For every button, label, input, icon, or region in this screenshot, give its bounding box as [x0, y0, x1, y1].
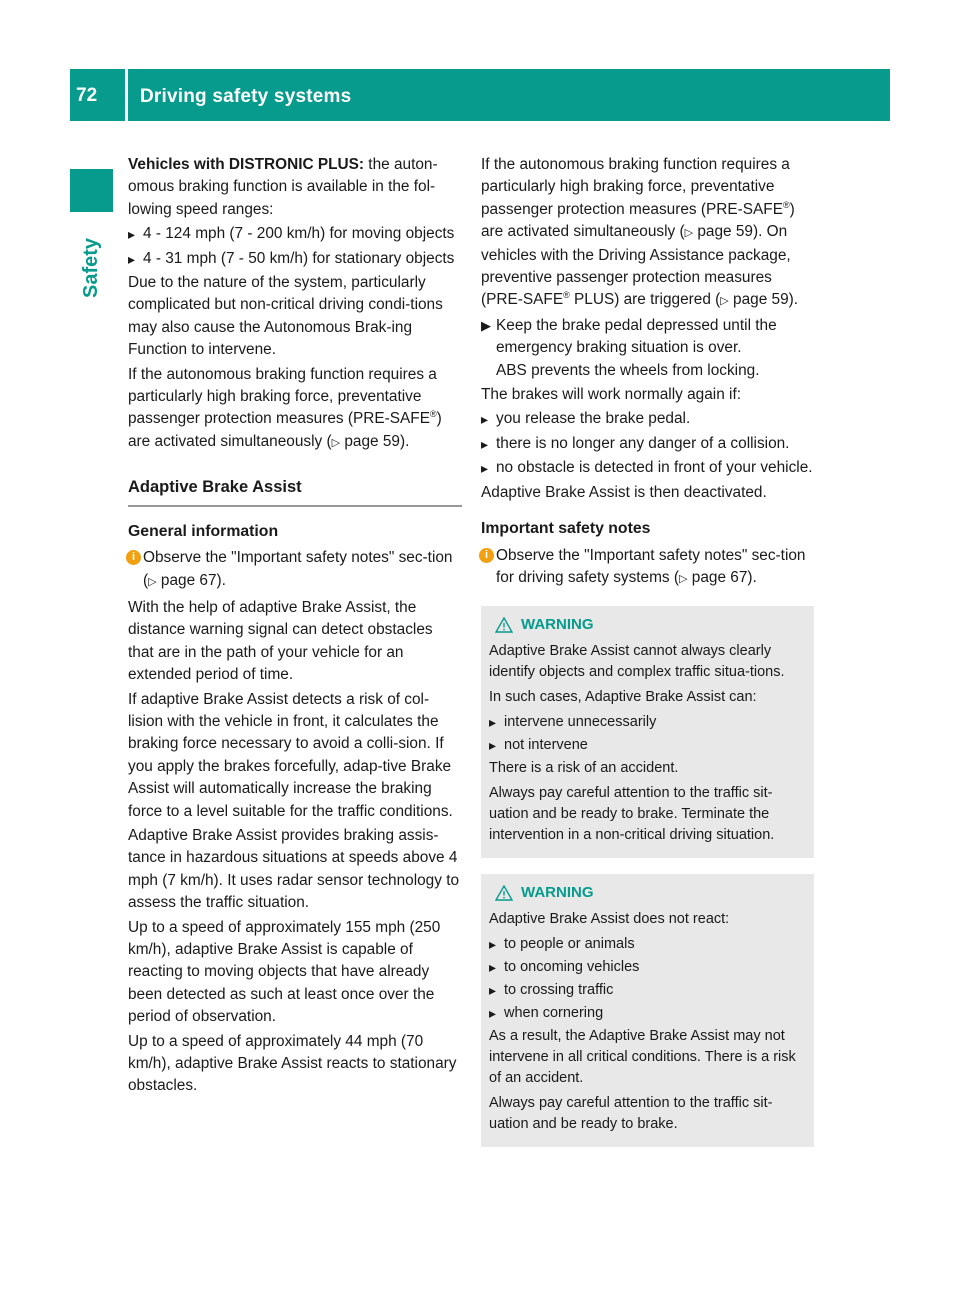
list-item	[489, 980, 804, 1001]
warning-label: WARNING	[521, 616, 594, 634]
paragraph: Always pay careful attention to the traffic sit-uation and be ready to brake. Terminate the intervention in a non-critical driving situation.	[489, 785, 775, 844]
info-note	[481, 545, 814, 591]
bullet-icon: ▸	[489, 1005, 497, 1022]
paragraph: Due to the nature of the system, particularly complicated but non-critical driving condi-tions may also cause the Autonomous Brak-ing Function to intervene.	[128, 274, 443, 359]
list-item	[489, 712, 804, 733]
paragraph: Up to a speed of approximately 44 mph (70 km/h), adaptive Brake Assist reacts to stationary obstacles.	[128, 1032, 457, 1095]
paragraph	[128, 364, 462, 455]
page-number: 72	[76, 85, 98, 106]
warning-triangle-icon	[495, 885, 513, 901]
list-item	[489, 1003, 804, 1024]
info-icon: i	[126, 550, 141, 565]
page-title: Driving safety systems	[140, 86, 352, 107]
section-label: Safety	[80, 237, 102, 298]
bullet-icon: ▸	[489, 714, 497, 731]
range-text: 4 - 31 mph (7 - 50 km/h) for stationary objects	[143, 249, 455, 267]
warning-title	[489, 614, 804, 635]
item-text: not intervene	[504, 737, 588, 754]
text-span: If the autonomous braking function requires a particularly high braking force, preventative passenger protection measures (PRE-SAFE	[481, 156, 790, 218]
intro-text: the auton-omous braking function is available in the fol-lowing speed ranges:	[128, 156, 438, 218]
text-span: Observe the "Important safety notes" sec-tion for driving safety systems (	[496, 546, 806, 586]
paragraph: Adaptive Brake Assist is then deactivated.	[481, 483, 767, 501]
registered-mark: ®	[782, 199, 790, 210]
list-item	[128, 223, 462, 245]
item-text: there is no longer any danger of a collision.	[496, 434, 790, 452]
bullet-icon: ▸	[128, 250, 136, 267]
text-span: If the autonomous braking function requires a particularly high braking force, preventative passenger protection measures (PRE-SAFE	[128, 365, 437, 428]
page-ref-icon: ▷	[679, 572, 688, 585]
bullet-icon: ▸	[481, 460, 489, 477]
intro-bold: Vehicles with DISTRONIC PLUS:	[128, 156, 365, 173]
warning-label: WARNING	[521, 884, 594, 902]
text-span: Observe the "Important safety notes" sec-tion (	[143, 549, 453, 589]
left-column	[128, 154, 462, 1100]
info-note	[128, 547, 462, 593]
text-span: ) are activated simultaneously (	[128, 410, 442, 450]
paragraph: The brakes will work normally again if:	[481, 386, 742, 404]
bullet-icon: ▸	[128, 226, 136, 243]
list-item	[128, 248, 462, 270]
range-text: 4 - 124 mph (7 - 200 km/h) for moving objects	[143, 225, 455, 243]
info-icon: i	[479, 548, 494, 563]
paragraph: As a result, the Adaptive Brake Assist may not intervene in all critical conditions. There is a risk of an accident.	[489, 1028, 796, 1087]
bullet-icon: ▸	[481, 435, 489, 452]
page-ref-icon: ▷	[148, 575, 157, 588]
item-text: no obstacle is detected in front of your vehicle.	[496, 459, 813, 477]
page-ref-icon: ▷	[684, 227, 694, 240]
item-text: to oncoming vehicles	[504, 959, 640, 976]
subsection-heading: Important safety notes	[481, 520, 651, 538]
section-marker	[70, 169, 113, 212]
paragraph: Always pay careful attention to the traffic sit-uation and be ready to brake.	[489, 1095, 773, 1133]
page-ref-link[interactable]: page 59). On vehicles with the Driving Assistance package, preventive passenger protection measures (PRE-SAFE	[481, 223, 791, 309]
intro-paragraph	[128, 154, 462, 221]
right-column	[481, 154, 814, 1147]
page-ref-link[interactable]: page 67).	[156, 571, 226, 589]
subsection-heading: General information	[128, 522, 279, 540]
bullet-icon: ▸	[489, 737, 497, 754]
warning-box	[481, 606, 814, 858]
action-step	[481, 315, 814, 382]
list-item	[481, 457, 814, 479]
paragraph: If adaptive Brake Assist detects a risk of col-lision with the vehicle in front, it calculates the braking force necessary to avoid a colli-sion. If you apply the brakes forcefully, adap-tive Brake Assist will automatically increase the braking force to a level suitable for the traffic conditions.	[128, 690, 453, 820]
item-text: intervene unnecessarily	[504, 714, 657, 731]
paragraph: Adaptive Brake Assist does not react:	[489, 911, 730, 928]
paragraph: There is a risk of an accident.	[489, 760, 679, 777]
warning-box	[481, 874, 814, 1147]
bullet-icon: ▸	[489, 936, 497, 953]
paragraph	[481, 154, 814, 313]
registered-mark: ®	[563, 290, 570, 301]
registered-mark: ®	[429, 409, 437, 420]
item-text: to crossing traffic	[504, 982, 614, 999]
page-ref-link[interactable]: page 59).	[340, 432, 410, 450]
page-ref-link[interactable]: page 59).	[728, 291, 799, 309]
paragraph: With the help of adaptive Brake Assist, the distance warning signal can detect obstacles that are in the path of your vehicle for an extended period of time.	[128, 598, 433, 684]
paragraph: Adaptive Brake Assist cannot always clearly identify objects and complex traffic situa-tions.	[489, 643, 785, 681]
bullet-icon: ▸	[489, 982, 497, 999]
bullet-icon: ▸	[481, 411, 489, 428]
paragraph: In such cases, Adaptive Brake Assist can:	[489, 689, 757, 706]
warning-title	[489, 882, 804, 903]
list-item	[489, 934, 804, 955]
bullet-icon: ▸	[489, 959, 497, 976]
page-ref-link[interactable]: page 67).	[687, 568, 757, 586]
list-item	[481, 408, 814, 430]
page-ref-icon: ▷	[720, 295, 729, 308]
item-text: when cornering	[504, 1005, 604, 1022]
action-arrow-icon: ▶	[481, 317, 491, 333]
section-heading: Adaptive Brake Assist	[128, 476, 462, 506]
paragraph: Adaptive Brake Assist provides braking assis-tance in hazardous situations at speeds above 4 mph (7 km/h). It uses radar sensor technology to assess the traffic situation.	[128, 826, 460, 912]
item-text: you release the brake pedal.	[496, 410, 691, 428]
header-divider	[125, 69, 128, 121]
warning-triangle-icon	[495, 617, 513, 633]
text-span: PLUS) are triggered (	[569, 291, 721, 309]
list-item	[481, 433, 814, 455]
item-text: to people or animals	[504, 936, 635, 953]
paragraph: Up to a speed of approximately 155 mph (250 km/h), adaptive Brake Assist is capable of reacting to moving objects that have already been detected as such at least once over the period of observation.	[128, 918, 441, 1026]
text-span: Keep the brake pedal depressed until the emergency braking situation is over.	[496, 316, 777, 357]
text-span: ) are activated simultaneously (	[481, 200, 795, 241]
text-span: ABS prevents the wheels from locking.	[496, 361, 760, 379]
list-item	[489, 957, 804, 978]
list-item	[489, 735, 804, 756]
page-ref-icon: ▷	[331, 436, 341, 449]
